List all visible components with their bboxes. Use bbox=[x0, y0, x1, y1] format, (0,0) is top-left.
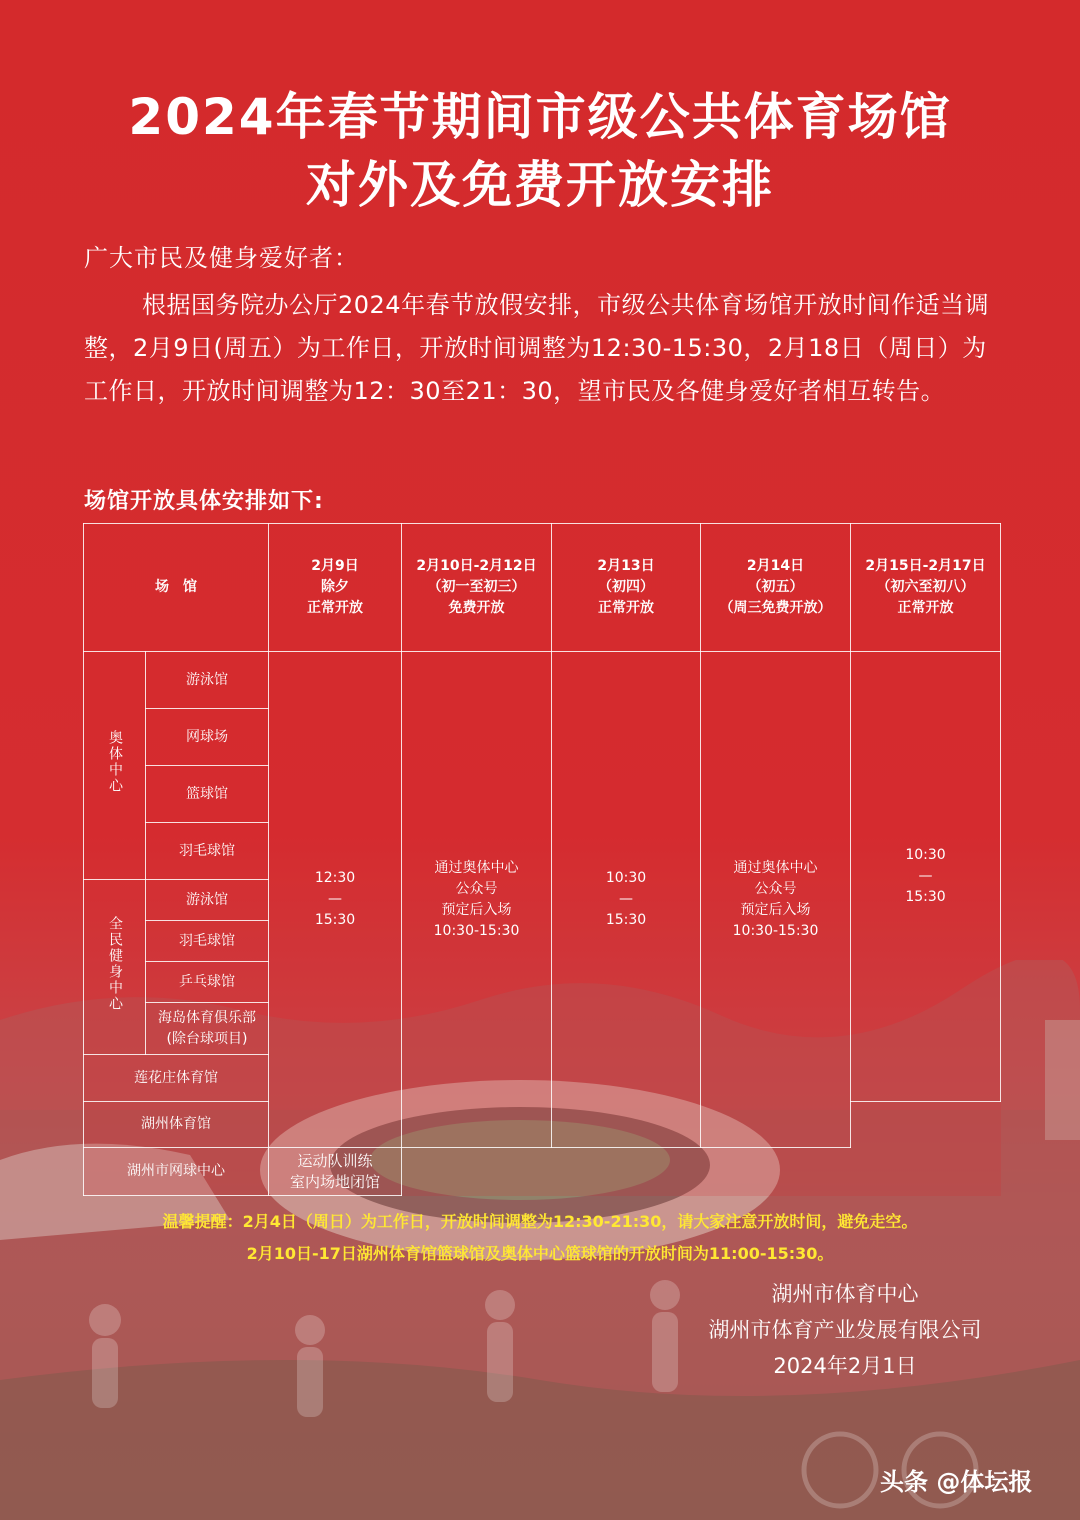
hours-text: 10:30 bbox=[905, 847, 946, 863]
column-header bbox=[701, 524, 851, 652]
hours-cell bbox=[552, 652, 701, 1148]
header-status: 正常开放 bbox=[598, 600, 654, 616]
hours-cell bbox=[851, 652, 1001, 1102]
hours-cell bbox=[701, 652, 851, 1148]
hours-text: 12:30 bbox=[314, 870, 356, 886]
venue-cell: 篮球馆 bbox=[146, 766, 269, 823]
signature-date: 2024年2月1日 bbox=[773, 1354, 917, 1378]
hours-text: 公众号 bbox=[754, 880, 797, 897]
venue-cell: 湖州体育馆 bbox=[84, 1102, 269, 1148]
table-row bbox=[84, 1148, 1001, 1196]
column-header bbox=[851, 524, 1001, 652]
hours-text: 10:30-15:30 bbox=[732, 922, 819, 939]
header-status: 正常开放 bbox=[897, 600, 954, 616]
venue-cell: 游泳馆 bbox=[146, 880, 269, 921]
venue-cell: 莲花庄体育馆 bbox=[84, 1055, 269, 1102]
announcement-body: 根据国务院办公厅2024年春节放假安排，市级公共体育场馆开放时间作适当调整，2月9日(周五）为工作日，开放时间调整为12:30-15:30，2月18日（周日）为工作日，开放时间调整为12：30至21：30，望市民及各健身爱好者相互转告。 bbox=[84, 291, 990, 405]
table-header-row bbox=[84, 524, 1001, 652]
venue-cell: 乒乓球馆 bbox=[146, 962, 269, 1003]
closed-text: 运动队训练 bbox=[297, 1151, 373, 1170]
hours-text: 10:30 bbox=[605, 870, 647, 886]
header-status: （周三免费开放） bbox=[719, 600, 832, 616]
column-header bbox=[552, 524, 701, 652]
venue-cell: 湖州市网球中心 bbox=[84, 1148, 269, 1196]
header-date: 2月10日-2月12日 bbox=[416, 558, 537, 574]
venue-cell: 网球场 bbox=[146, 709, 269, 766]
hours-dash: — bbox=[619, 891, 633, 907]
hours-text: 15:30 bbox=[605, 912, 647, 928]
venue-header: 场 馆 bbox=[84, 524, 269, 652]
header-status: 免费开放 bbox=[448, 600, 505, 616]
header-status: 正常开放 bbox=[307, 600, 363, 616]
group-label bbox=[84, 880, 146, 1055]
greeting: 广大市民及健身爱好者： bbox=[84, 244, 359, 272]
hours-text: 15:30 bbox=[314, 912, 356, 928]
table-row bbox=[84, 652, 1001, 709]
page-title-line2: 对外及免费开放安排 bbox=[306, 156, 774, 214]
column-header bbox=[269, 524, 402, 652]
hours-text: 通过奥体中心 bbox=[434, 859, 519, 876]
header-date: 2月15日-2月17日 bbox=[865, 558, 986, 574]
group-name: 全民健身中心 bbox=[107, 915, 123, 1012]
header-date: 2月9日 bbox=[311, 558, 359, 574]
venue-cell: 羽毛球馆 bbox=[146, 823, 269, 880]
group-label bbox=[84, 652, 146, 880]
signature-org2: 湖州市体育产业发展有限公司 bbox=[708, 1318, 982, 1342]
venue-name: 海岛体育俱乐部 bbox=[158, 1009, 256, 1026]
hours-dash: — bbox=[918, 868, 933, 884]
closed-cell bbox=[269, 1148, 402, 1196]
closed-text: 室内场地闭馆 bbox=[289, 1172, 380, 1191]
header-date: 2月13日 bbox=[597, 558, 655, 574]
header-note: （初四） bbox=[598, 579, 654, 595]
venue-cell: 羽毛球馆 bbox=[146, 921, 269, 962]
watermark: 头条 @体坛报 bbox=[880, 1468, 1033, 1496]
header-note: 除夕 bbox=[321, 579, 349, 595]
hours-text: 15:30 bbox=[905, 889, 946, 905]
schedule-subheading: 场馆开放具体安排如下: bbox=[84, 489, 324, 514]
venue-cell bbox=[146, 1003, 269, 1055]
schedule-table bbox=[83, 523, 1001, 1196]
header-note: （初五） bbox=[747, 579, 804, 595]
header-note: （初一至初三） bbox=[427, 579, 526, 595]
notice-line1: 温馨提醒：2月4日（周日）为工作日，开放时间调整为12:30-21:30，请大家注意开放时间，避免走空。 bbox=[162, 1212, 918, 1231]
hours-text: 10:30-15:30 bbox=[433, 922, 520, 939]
header-date: 2月14日 bbox=[746, 558, 805, 574]
venue-note: (除台球项目) bbox=[166, 1030, 248, 1047]
hours-text: 预定后入场 bbox=[740, 901, 811, 918]
group-name: 奥体中心 bbox=[107, 730, 123, 794]
signature-org1: 湖州市体育中心 bbox=[771, 1282, 919, 1306]
column-header bbox=[402, 524, 552, 652]
notice-line2: 2月10日-17日湖州体育馆篮球馆及奥体中心篮球馆的开放时间为11:00-15:30。 bbox=[246, 1244, 834, 1263]
hours-cell bbox=[402, 652, 552, 1148]
header-note: （初六至初八） bbox=[876, 579, 975, 595]
venue-cell: 游泳馆 bbox=[146, 652, 269, 709]
hours-text: 预定后入场 bbox=[441, 901, 512, 918]
hours-text: 公众号 bbox=[455, 880, 498, 897]
page-title-line1: 2024年春节期间市级公共体育场馆 bbox=[128, 88, 952, 146]
hours-dash: — bbox=[328, 891, 342, 907]
hours-cell bbox=[269, 652, 402, 1148]
hours-text: 通过奥体中心 bbox=[733, 859, 818, 876]
